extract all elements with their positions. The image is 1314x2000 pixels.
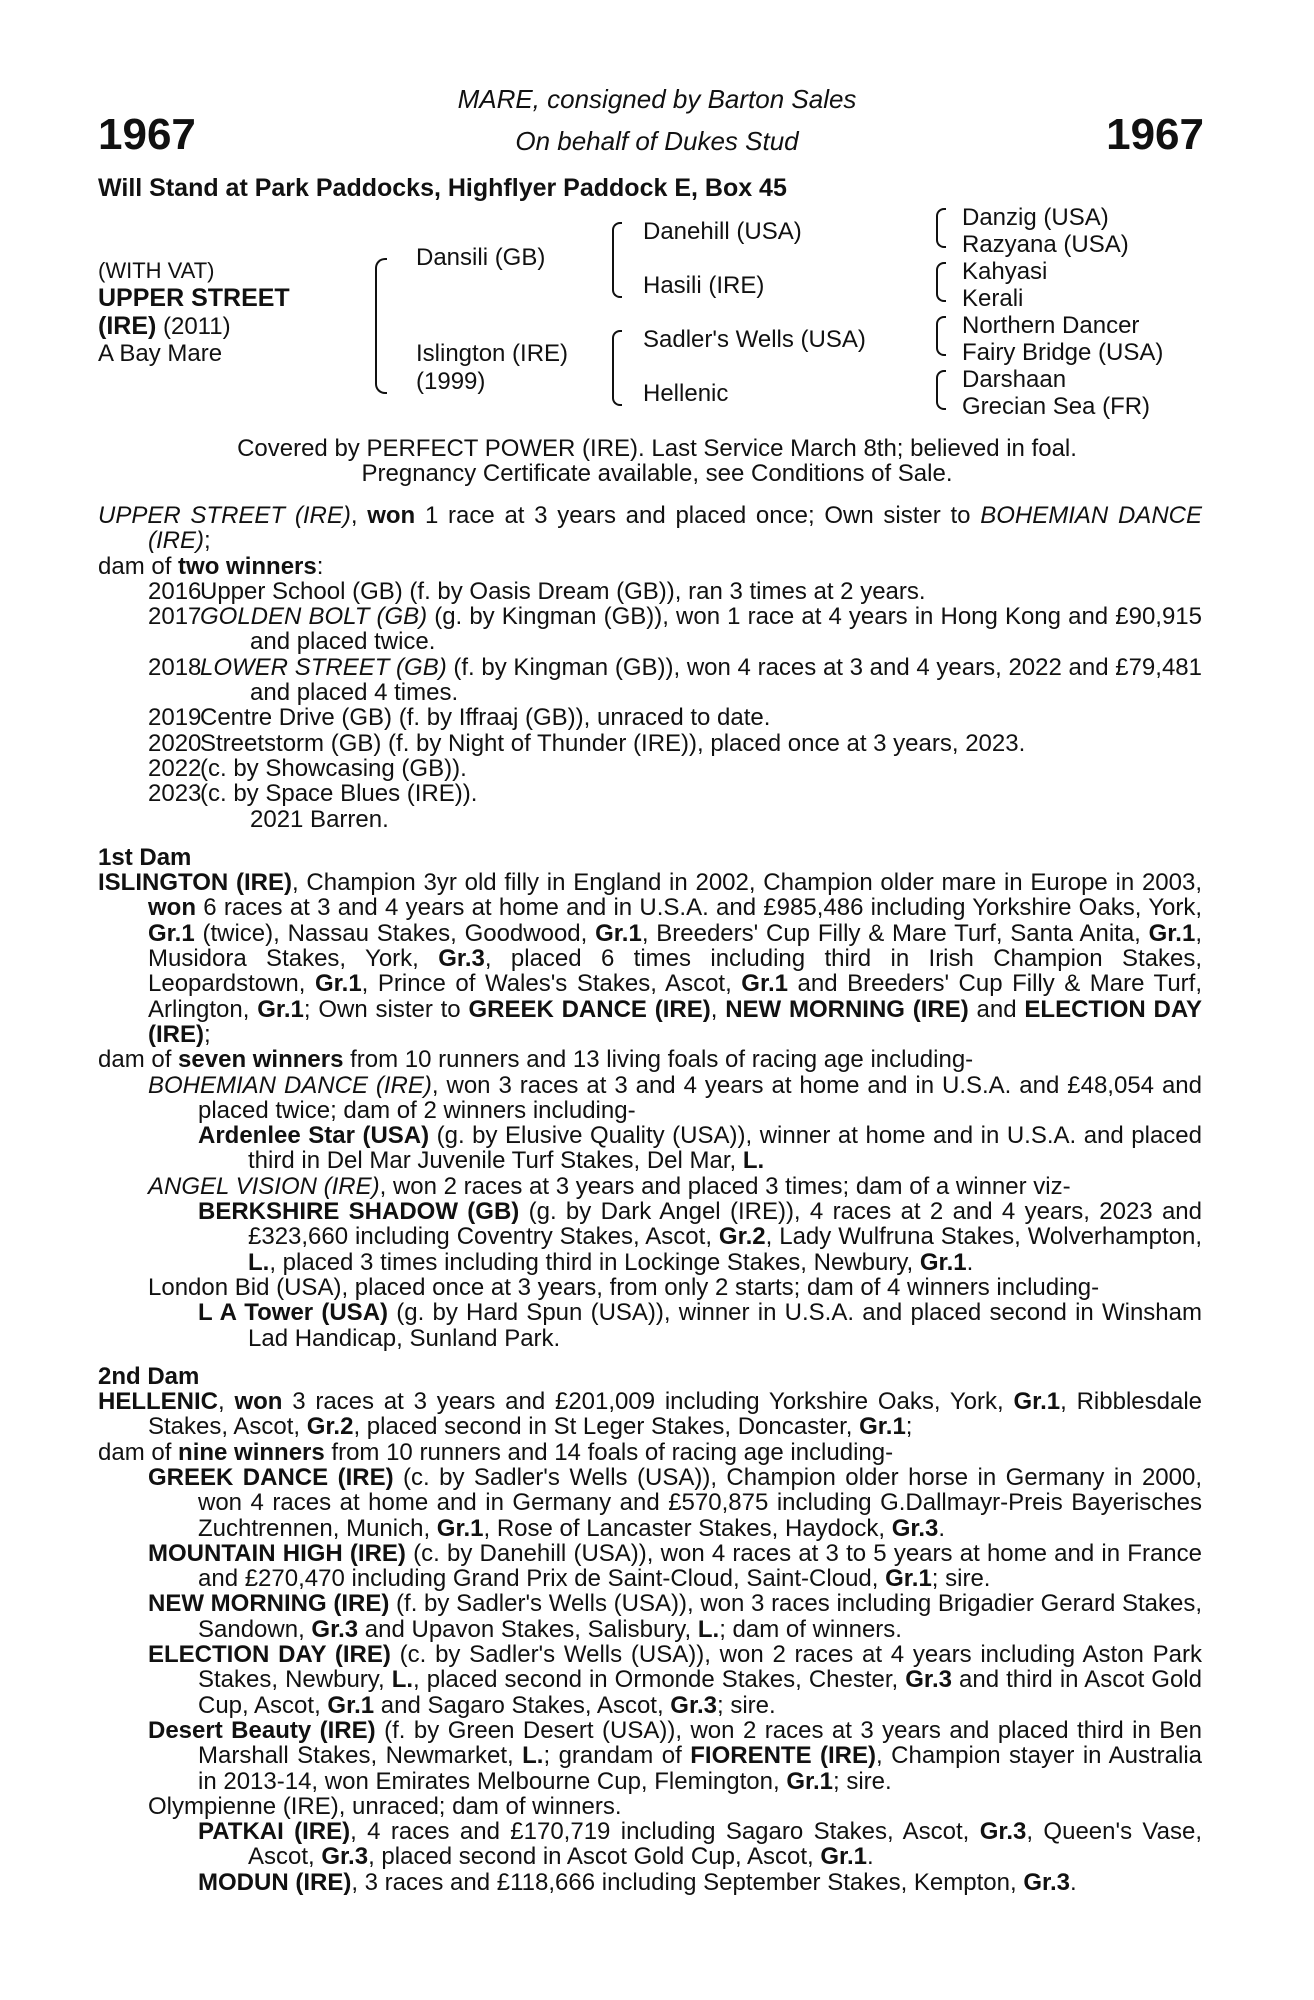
pedigree-brace-dam xyxy=(612,330,622,406)
pedigree-dss: Northern Dancer xyxy=(962,312,1140,339)
text-run: , Breeders' Cup Filly & Mare Turf, Santa Anita, xyxy=(641,919,1149,947)
text-run: , placed 3 times including third in Lockinge Stakes, Newbury, xyxy=(269,1248,920,1276)
grade-label: Gr.1 xyxy=(820,1843,868,1871)
text-run: , placed second in St Leger Stakes, Doncaster, xyxy=(353,1413,860,1441)
won-label: won xyxy=(367,502,416,529)
produce-year: 2023 xyxy=(148,780,202,808)
produce-text xyxy=(200,756,1202,781)
produce-year: 2019 xyxy=(148,704,202,732)
text-run: , 3 races and £118,666 including September Stakes, Kempton, xyxy=(351,1868,1024,1896)
grade-label: Gr.3 xyxy=(311,1615,359,1643)
text-run: ; grandam of xyxy=(543,1742,691,1770)
grade-label: Gr.2 xyxy=(306,1413,354,1441)
produce-record xyxy=(98,705,1202,730)
text-run: , Prince of Wales's Stakes, Ascot, xyxy=(361,970,742,998)
produce-entry: Olympienne (IRE), unraced; dam of winners. xyxy=(148,1792,622,1820)
second-dam-produce-heading xyxy=(98,1440,1202,1465)
produce-record xyxy=(98,655,1202,706)
pedigree-sire: Dansili (GB) xyxy=(416,244,546,271)
text-run: . xyxy=(1070,1868,1077,1896)
produce-heading xyxy=(98,554,1202,579)
pedigree-sire-sire: Danehill (USA) xyxy=(643,218,802,245)
grade-label: Gr.3 xyxy=(1023,1868,1071,1896)
text-run: . xyxy=(966,1248,974,1276)
produce-name: Desert Beauty (IRE) xyxy=(148,1716,376,1744)
vat-note: (WITH VAT) xyxy=(98,258,215,283)
produce-entry: London Bid (USA), placed once at 3 years, from only 2 starts; dam of 4 winners including- xyxy=(148,1273,1100,1301)
grade-label: L. xyxy=(742,1147,765,1175)
winners-count: seven winners xyxy=(178,1046,344,1074)
text-run: (g. by Hard Spun (USA)), winner in U.S.A. and placed second in Winsham Lad Handicap, Sunland Park. xyxy=(248,1299,1202,1352)
produce-text xyxy=(200,604,1202,655)
grade-label: L. xyxy=(697,1615,720,1643)
text-run: 3 races at 3 years and £201,009 including Yorkshire Oaks, York, xyxy=(282,1388,1014,1416)
text-run: (f. by Green Desert (USA)), won 2 races at 3 years and placed third in Ben Marshall Stakes, Newmarket, xyxy=(198,1716,1203,1770)
text-run: ; xyxy=(905,1413,913,1441)
grandproduce-entry xyxy=(98,1300,1202,1351)
text-run: ; sire. xyxy=(931,1565,991,1593)
grade-label: L. xyxy=(522,1742,544,1770)
produce-record xyxy=(98,731,1202,756)
catalogue-body xyxy=(98,503,1202,1895)
stand-location: Will Stand at Park Paddocks, Highflyer Paddock E, Box 45 xyxy=(98,174,787,202)
dam-of-label: dam of xyxy=(98,1438,179,1466)
produce-name: MOUNTAIN HIGH (IRE) xyxy=(148,1539,406,1567)
text-run: , Lady Wulfruna Stakes, Wolverhampton, xyxy=(765,1223,1202,1251)
grade-label: Gr.1 xyxy=(1013,1388,1061,1416)
text-run: and third in Ascot Gold Cup, Ascot, xyxy=(198,1666,1202,1719)
grade-label: L. xyxy=(391,1666,414,1694)
produce-year: 2016 xyxy=(148,577,202,605)
sibling-name: NEW MORNING (IRE) xyxy=(725,995,969,1023)
text-run: (g. by Dark Angel (IRE)), 4 races at 2 and 4 years, 2023 and £323,660 including Coventry Stakes, Ascot, xyxy=(248,1198,1203,1251)
produce-name: NEW MORNING (IRE) xyxy=(148,1590,390,1618)
pedigree-sds: Kahyasi xyxy=(962,258,1048,285)
produce-details: (c. by Space Blues (IRE)). xyxy=(200,780,478,808)
lot-number-right: 1967 xyxy=(1106,110,1204,159)
text-run: , won 3 races at 3 and 4 years at home and in U.S.A. and £48,054 and placed twice; dam of 2 winners including- xyxy=(198,1071,1202,1124)
produce-entry xyxy=(98,1465,1202,1541)
produce-details: (f. by Oasis Dream (GB)), ran 3 times at 2 years. xyxy=(402,577,926,605)
pedigree-dam-dam: Hellenic xyxy=(643,380,729,407)
horse-country: (IRE) xyxy=(98,312,157,340)
produce-name: GREEK DANCE (IRE) xyxy=(148,1463,394,1491)
text-run: and xyxy=(968,995,1025,1023)
sibling-name: GREEK DANCE (IRE) xyxy=(468,995,711,1023)
text-run: , Ribblesdale Stakes, Ascot, xyxy=(148,1388,1203,1441)
text-run: , placed second in Ormonde Stakes, Chester, xyxy=(413,1666,906,1694)
grade-label: Gr.1 xyxy=(786,1767,834,1795)
grandproduce-entry xyxy=(98,1123,1202,1174)
grade-label: Gr.1 xyxy=(1148,919,1196,947)
horse-year: (2011) xyxy=(156,313,231,340)
produce-name: BOHEMIAN DANCE (IRE) xyxy=(148,1071,432,1099)
produce-text xyxy=(200,705,1202,730)
grade-label: Gr.1 xyxy=(859,1413,906,1441)
covering-line2: Pregnancy Certificate available, see Conditions of Sale. xyxy=(361,460,953,487)
pedigree-dam-sire: Sadler's Wells (USA) xyxy=(643,326,866,353)
grandproduce-entry xyxy=(98,1199,1202,1275)
pedigree-brace-sire xyxy=(612,222,622,298)
text-run: from 10 runners and 13 living foals of racing age including- xyxy=(343,1046,974,1074)
mare-name: UPPER STREET (IRE) xyxy=(98,502,351,529)
second-dam-paragraph xyxy=(98,1389,1202,1440)
text-run: ; dam of winners. xyxy=(719,1615,902,1643)
covering-line1: Covered by PERFECT POWER (IRE). Last Service March 8th; believed in foal. xyxy=(237,435,1077,462)
first-dam-name: ISLINGTON (IRE) xyxy=(98,869,292,897)
grade-label: Gr.3 xyxy=(891,1514,939,1542)
produce-name: Streetstorm (GB) xyxy=(200,729,382,757)
grade-label: Gr.1 xyxy=(314,970,362,998)
pedigree-dds: Darshaan xyxy=(962,366,1067,393)
pedigree-dam-year: (1999) xyxy=(416,368,486,395)
produce-entry xyxy=(98,1174,1202,1199)
produce-record xyxy=(98,579,1202,604)
produce-year: 2020 xyxy=(148,729,202,757)
text-run: , placed 6 times including third in Irish Champion Stakes, Leopardstown, xyxy=(148,945,1202,998)
first-dam-title: 1st Dam xyxy=(98,843,192,871)
produce-details: (f. by Night of Thunder (IRE)), placed once at 3 years, 2023. xyxy=(381,729,1026,757)
text-run: and Sagaro Stakes, Ascot, xyxy=(374,1691,671,1719)
dam-of-label: dam of xyxy=(98,1046,179,1074)
grade-label: Gr.1 xyxy=(919,1248,967,1276)
text-run: and Upavon Stakes, Salisbury, xyxy=(358,1615,698,1643)
text-run: . xyxy=(867,1843,874,1871)
produce-details: (f. by Kingman (GB)), won 4 races at 3 and 4 years, 2022 and £79,481 and placed 4 times. xyxy=(250,653,1202,707)
produce-record xyxy=(98,604,1202,655)
grade-label: L. xyxy=(248,1248,270,1276)
pedigree-brace-ds xyxy=(936,316,946,356)
grade-label: Gr.1 xyxy=(257,995,304,1023)
horse-name: UPPER STREET xyxy=(98,284,290,312)
grade-label: Gr.1 xyxy=(885,1565,932,1593)
barren-note: 2021 Barren. xyxy=(250,805,389,833)
pedigree-dsd: Fairy Bridge (USA) xyxy=(962,339,1164,366)
second-dam-title: 2nd Dam xyxy=(98,1362,200,1390)
sister-name: BOHEMIAN DANCE (IRE) xyxy=(148,502,1202,555)
text-run: and Breeders' Cup Filly & Mare Turf, Arlington, xyxy=(148,970,1203,1023)
text-run: , Musidora Stakes, York, xyxy=(148,919,1202,973)
dam-of-label: dam of xyxy=(98,552,179,580)
mare-summary-end: ; xyxy=(204,527,211,555)
produce-name: Upper School (GB) xyxy=(200,577,403,605)
text-run: 6 races at 3 and 4 years at home and in U.S.A. and £985,486 including Yorkshire Oaks, York, xyxy=(196,894,1202,922)
produce-year: 2017 xyxy=(148,603,202,631)
produce-name: ANGEL VISION (IRE) xyxy=(148,1172,380,1200)
produce-details: (c. by Showcasing (GB)). xyxy=(200,754,467,782)
text-run: . xyxy=(938,1514,946,1542)
produce-text xyxy=(200,781,1202,806)
produce-name: GOLDEN BOLT (GB) xyxy=(200,603,428,631)
produce-entry xyxy=(98,1541,1202,1592)
produce-details: (g. by Kingman (GB)), won 1 race at 4 years in Hong Kong and £90,915 and placed twice. xyxy=(250,603,1202,656)
text-run: ; xyxy=(204,1020,211,1048)
pedigree-brace-sd xyxy=(936,262,946,302)
grade-label: Gr.3 xyxy=(438,945,485,973)
produce-entry xyxy=(98,1073,1202,1124)
grade-label: Gr.3 xyxy=(670,1691,717,1719)
produce-name: LOWER STREET (GB) xyxy=(200,653,447,681)
produce-text xyxy=(200,731,1202,756)
text-run: , xyxy=(218,1388,225,1416)
produce-text xyxy=(200,655,1202,706)
produce-name: Centre Drive (GB) xyxy=(200,704,393,732)
text-run: (c. by Sadler's Wells (USA)), won 2 races at 4 years including Aston Park Stakes, Newbury, xyxy=(198,1641,1202,1694)
lot-number-left: 1967 xyxy=(98,110,196,159)
text-run: , Queen's Vase, Ascot, xyxy=(248,1818,1203,1871)
grade-label: Gr.3 xyxy=(905,1666,952,1694)
pedigree-brace-main xyxy=(375,258,387,394)
produce-record xyxy=(98,781,1202,806)
produce-text xyxy=(200,579,1202,604)
produce-name: L A Tower (USA) xyxy=(198,1299,389,1327)
pedigree-sdd: Kerali xyxy=(962,285,1024,312)
pedigree-brace-ss xyxy=(936,208,946,248)
second-dam-name: HELLENIC xyxy=(98,1388,218,1416)
text-run: , Champion stayer in Australia in 2013-14, won Emirates Melbourne Cup, Flemington, xyxy=(198,1742,1202,1795)
text-run: (g. by Elusive Quality (USA)), winner at home and in U.S.A. and placed third in Del Mar Juvenile Turf Stakes, Del Mar, xyxy=(248,1122,1202,1175)
grade-label: Gr.1 xyxy=(327,1691,375,1719)
grandproduce-entry xyxy=(98,1870,1202,1895)
pedigree-sss: Danzig (USA) xyxy=(962,204,1109,231)
won-label: won xyxy=(234,1388,283,1416)
text-run: , Champion 3yr old filly in England in 2002, Champion older mare in Europe in 2003, xyxy=(291,869,1202,897)
vendor-line: On behalf of Dukes Stud xyxy=(515,126,799,156)
produce-details: (f. by Iffraaj (GB)), unraced to date. xyxy=(392,704,771,732)
pedigree-dam: Islington (IRE) xyxy=(416,340,569,367)
grandproduce-entry xyxy=(98,1819,1202,1870)
produce-name: ELECTION DAY (IRE) xyxy=(148,1641,391,1669)
produce-year: 2022 xyxy=(148,754,202,782)
produce-entry xyxy=(98,1642,1202,1718)
grade-label: Gr.1 xyxy=(741,970,788,998)
winners-count: two winners xyxy=(178,552,317,580)
mare-summary: UPPER STREET (IRE), won 1 race at 3 years and placed once; Own sister to BOHEMIAN DANCE (IRE); xyxy=(98,502,1202,555)
text-run: , 4 races and £170,719 including Sagaro Stakes, Ascot, xyxy=(350,1818,980,1846)
text-run: , xyxy=(710,995,718,1023)
text-run: , Rose of Lancaster Stakes, Haydock, xyxy=(483,1514,892,1542)
text-run: , won 2 races at 3 years and placed 3 times; dam of a winner viz- xyxy=(379,1172,1071,1200)
sibling-name: ELECTION DAY (IRE) xyxy=(148,995,1203,1048)
grade-label: Gr.3 xyxy=(321,1843,369,1871)
produce-entry xyxy=(98,1591,1202,1642)
produce-record xyxy=(98,756,1202,781)
pedigree-ddd: Grecian Sea (FR) xyxy=(962,393,1151,420)
horse-name-line2 xyxy=(98,312,231,341)
text-run: (c. by Sadler's Wells (USA)), Champion older horse in Germany in 2000, won 4 races at home and in Germany and £570,875 including G.Dallmayr-Preis Bayerisches Zuchtrennen, Munich, xyxy=(198,1463,1202,1542)
produce-colon: : xyxy=(316,552,324,580)
produce-name: BERKSHIRE SHADOW (GB) xyxy=(198,1198,520,1226)
text-run: (f. by Sadler's Wells (USA)), won 3 races including Brigadier Gerard Stakes, Sandown, xyxy=(198,1590,1203,1643)
grade-label: Gr.2 xyxy=(718,1223,766,1251)
grade-label: Gr.1 xyxy=(436,1514,484,1542)
pedigree-ssd: Razyana (USA) xyxy=(962,231,1129,258)
produce-name: FIORENTE (IRE) xyxy=(690,1742,877,1770)
text-run: ; sire. xyxy=(717,1691,776,1719)
winners-count: nine winners xyxy=(178,1438,325,1466)
won-label: won xyxy=(148,894,196,922)
grade-label: Gr.3 xyxy=(979,1818,1027,1846)
text-run: ; Own sister to xyxy=(303,995,469,1023)
produce-entry xyxy=(98,1718,1202,1794)
grade-label: Gr.1 xyxy=(595,919,642,947)
text-run: (twice), Nassau Stakes, Goodwood, xyxy=(194,919,596,947)
text-run: (c. by Danehill (USA)), won 4 races at 3 to 5 years at home and in France and £270,470 including Grand Prix de Saint-Cloud, Saint-Cloud, xyxy=(198,1539,1202,1593)
consignor-line: MARE, consigned by Barton Sales xyxy=(457,84,857,114)
mare-summary-text: 1 race at 3 years and placed once; Own sister to xyxy=(415,502,981,529)
grade-label: Gr.1 xyxy=(148,919,195,947)
produce-name: MODUN (IRE) xyxy=(198,1868,352,1896)
pedigree-sire-dam: Hasili (IRE) xyxy=(643,272,765,299)
first-dam-produce-heading xyxy=(98,1047,1202,1072)
produce-year: 2018 xyxy=(148,653,202,681)
first-dam-paragraph xyxy=(98,870,1202,1047)
text-run: ; sire. xyxy=(833,1767,892,1795)
produce-name: PATKAI (IRE) xyxy=(198,1818,351,1846)
text-run: , placed second in Ascot Gold Cup, Ascot, xyxy=(368,1843,821,1871)
text-run: from 10 runners and 14 foals of racing age including- xyxy=(324,1438,894,1466)
horse-description: A Bay Mare xyxy=(98,340,223,367)
produce-name: Ardenlee Star (USA) xyxy=(198,1122,430,1150)
pedigree-brace-dd xyxy=(936,370,946,410)
